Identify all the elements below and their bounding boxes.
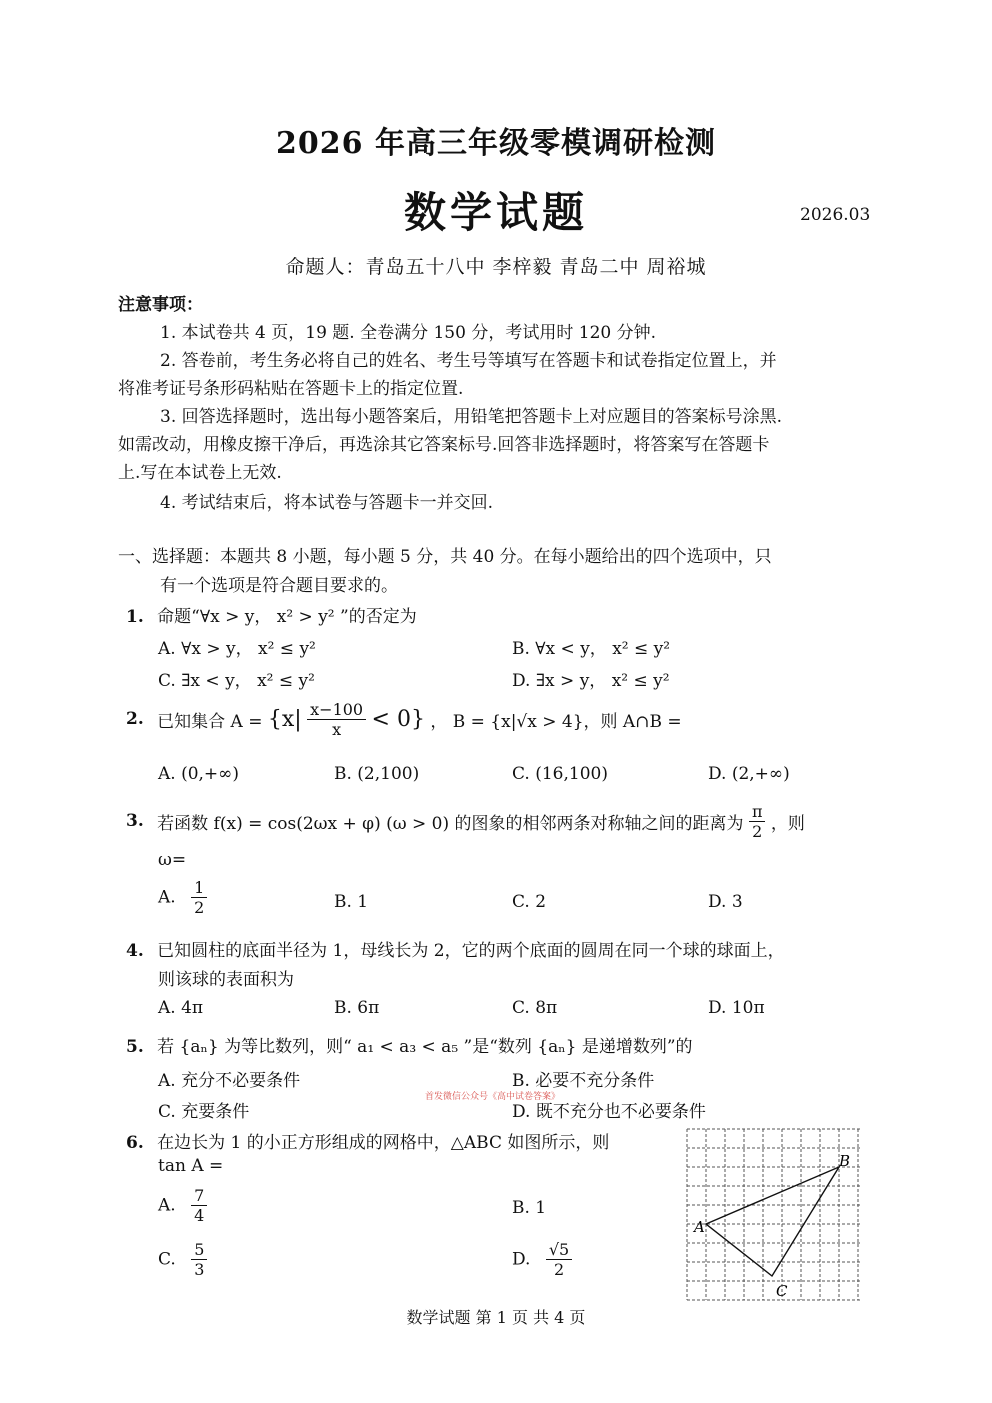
option-a: A. ∀x > y， x² ≤ y² [158, 639, 316, 659]
question-number: 1. [126, 607, 144, 627]
option-d: D. 既不充分也不必要条件 [512, 1102, 706, 1122]
grid-triangle-figure [686, 1128, 862, 1304]
option-c-label: C. [158, 1249, 176, 1270]
question-stem-cont: 则该球的表面积为 [158, 970, 294, 990]
vertex-label-c: C [776, 1282, 788, 1300]
question-stem-b: ， B = {x|√x > 4}，则 A∩B = [430, 712, 682, 732]
numerator: 1 [191, 878, 207, 898]
question-stem: 命题“∀x > y， x² > y² ”的否定为 [157, 607, 417, 627]
authors-line: 命题人：青岛五十八中 李梓毅 青岛二中 周裕城 [285, 256, 707, 278]
numerator: π [749, 802, 766, 822]
notice-item: 上.写在本试卷上无效. [118, 463, 282, 483]
denominator: x [332, 720, 342, 739]
option-a: A. (0,+∞) [158, 764, 239, 784]
question-stem: 已知圆柱的底面半径为 1，母线长为 2，它的两个底面的圆周在同一个球的球面上， [157, 941, 785, 961]
notice-item: 4. 考试结束后，将本试卷与答题卡一并交回. [160, 493, 494, 513]
notice-item: 3. 回答选择题时，选出每小题答案后，用铅笔把答题卡上对应题目的答案标号涂黑. [160, 407, 783, 427]
question-number: 2. [126, 709, 144, 729]
watermark: 首发微信公众号《高中试卷答案》 [425, 1092, 561, 1102]
denominator: 4 [194, 1206, 205, 1225]
fraction [191, 1240, 207, 1279]
option-d: D. 3 [708, 892, 743, 912]
option-d-label: D. [512, 1249, 531, 1270]
vertex-label-a: A [694, 1218, 705, 1236]
question-stem-cont: ω= [158, 850, 187, 870]
question-number: 5. [126, 1037, 144, 1057]
question-number: 4. [126, 941, 144, 961]
option-a: A. 4π [158, 998, 204, 1018]
grid-lines [687, 1129, 861, 1300]
triangle-abc [706, 1167, 839, 1276]
notice-item: 将准考证号条形码粘贴在答题卡上的指定位置. [118, 379, 464, 399]
set-brace-close: < 0} [371, 707, 425, 732]
exam-title: 2026 年高三年级零模调研检测 [276, 126, 716, 161]
option-d: D. (2,+∞) [708, 764, 790, 784]
fraction [191, 1186, 207, 1225]
option-b: B. 1 [334, 892, 369, 912]
option-b: B. ∀x < y， x² ≤ y² [512, 639, 671, 659]
section-heading-cont: 有一个选项是符合题目要求的。 [160, 576, 398, 596]
option-c: C. 2 [512, 892, 547, 912]
option-a-label: A. [158, 887, 176, 908]
option-c: C. 充要条件 [158, 1102, 250, 1122]
numerator: √5 [546, 1240, 572, 1260]
option-b: B. 必要不充分条件 [512, 1071, 655, 1091]
question-stem: 若函数 f(x) = cos(2ωx + φ) (ω > 0) 的图象的相邻两条对称轴之间的距离为 [157, 814, 744, 834]
notice-item: 2. 答卷前，考生务必将自己的姓名、考生号等填写在答题卡和试卷指定位置上，并 [160, 351, 777, 371]
option-c: C. 8π [512, 998, 558, 1018]
subject-title: 数学试题 [403, 188, 588, 237]
question-stem-end: ，则 [770, 814, 805, 834]
option-c: C. (16,100) [512, 764, 608, 784]
fraction [307, 700, 366, 739]
denominator: 2 [752, 822, 763, 841]
fraction [191, 878, 207, 917]
denominator: 2 [194, 898, 205, 917]
option-b: B. (2,100) [334, 764, 420, 784]
fraction [749, 802, 766, 841]
notice-heading: 注意事项： [118, 295, 203, 315]
numerator: x−100 [307, 700, 366, 720]
question-stem: 已知集合 A = [157, 712, 263, 732]
question-number: 6. [126, 1133, 144, 1153]
option-b: B. 1 [512, 1198, 547, 1218]
section-heading: 一、选择题：本题共 8 小题，每小题 5 分，共 40 分。在每小题给出的四个选项中，只 [118, 547, 772, 567]
option-d: D. ∃x > y， x² ≤ y² [512, 671, 670, 691]
option-b: B. 6π [334, 998, 380, 1018]
page-footer: 数学试题 第 1 页 共 4 页 [406, 1308, 586, 1327]
notice-item: 1. 本试卷共 4 页，19 题. 全卷满分 150 分，考试用时 120 分钟. [160, 323, 657, 343]
option-a-label: A. [158, 1195, 176, 1216]
option-d: D. 10π [708, 998, 765, 1018]
question-stem-cont: tan A = [158, 1156, 224, 1176]
denominator: 2 [553, 1260, 565, 1279]
exam-date: 2026.03 [800, 205, 871, 225]
denominator: 3 [194, 1260, 205, 1279]
vertex-label-b: B [839, 1152, 851, 1170]
numerator: 5 [191, 1240, 207, 1260]
question-number: 3. [126, 811, 144, 831]
fraction [546, 1240, 572, 1279]
numerator: 7 [191, 1186, 207, 1206]
option-a: A. 充分不必要条件 [158, 1071, 301, 1091]
question-stem: 若 {aₙ} 为等比数列，则“ a₁ < a₃ < a₅ ”是“数列 {aₙ} 是递增数列”的 [157, 1037, 693, 1057]
question-stem: 在边长为 1 的小正方形组成的网格中，△ABC 如图所示，则 [157, 1133, 610, 1153]
notice-item: 如需改动，用橡皮擦干净后，再选涂其它答案标号.回答非选择题时，将答案写在答题卡 [118, 435, 770, 455]
set-brace-open: {x| [267, 707, 302, 732]
option-c: C. ∃x < y， x² ≤ y² [158, 671, 315, 691]
